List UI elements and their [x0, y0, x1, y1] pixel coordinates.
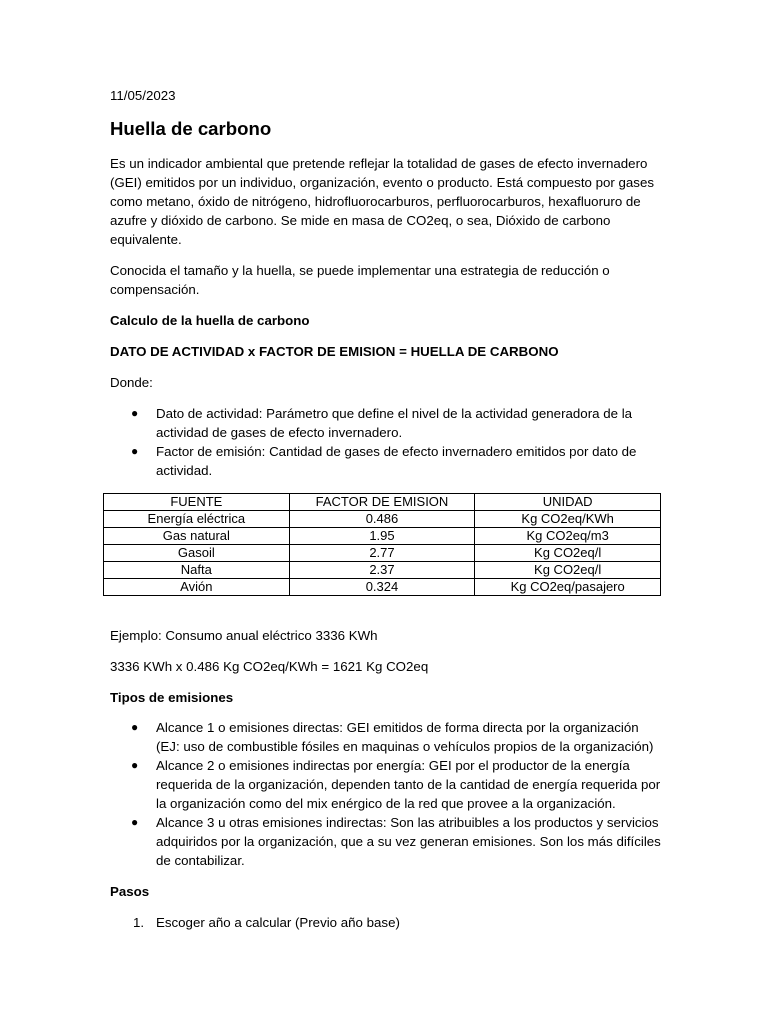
- list-item: ● Alcance 3 u otras emisiones indirectas: Son las atribuibles a los productos y servicios adquiridos por la organización, que a su vez generan emisiones. Son los más difíciles de contabilizar.: [131, 815, 661, 868]
- bullet-icon: ●: [131, 720, 139, 734]
- table-header-row: [104, 494, 661, 511]
- table-row: [104, 579, 661, 596]
- table-row: [104, 511, 661, 528]
- table-cell: 1.95: [289, 528, 475, 545]
- emission-types-list: [110, 718, 662, 870]
- table-cell: 2.77: [289, 545, 475, 562]
- list-item: 1. Escoger año a calcular (Previo año base): [133, 915, 400, 930]
- table-cell: 0.486: [289, 511, 475, 528]
- table-cell: Nafta: [104, 562, 290, 579]
- formula: DATO DE ACTIVIDAD x FACTOR DE EMISION = HUELLA DE CARBONO: [110, 344, 559, 359]
- bullet-icon: ●: [131, 406, 139, 420]
- document-date: 11/05/2023: [110, 88, 176, 103]
- list-item: ● Dato de actividad: Parámetro que define el nivel de la actividad generadora de la actividad de gases de efecto invernadero.: [131, 406, 633, 440]
- calc-heading: Calculo de la huella de carbono: [110, 313, 310, 328]
- table-cell: Gas natural: [104, 528, 290, 545]
- table-cell: 2.37: [289, 562, 475, 579]
- table-cell: Kg CO2eq/m3: [475, 528, 661, 545]
- pasos-heading: Pasos: [110, 884, 150, 899]
- bullet-icon: ●: [131, 815, 139, 829]
- table-cell: Kg CO2eq/l: [475, 545, 661, 562]
- table-row: [104, 562, 661, 579]
- strategy-paragraph: Conocida el tamaño y la huella, se puede implementar una estrategia de reducción o compensación.: [110, 263, 610, 297]
- table-cell: Avión: [104, 579, 290, 596]
- tipos-heading: Tipos de emisiones: [110, 690, 234, 705]
- table-cell: Energía eléctrica: [104, 511, 290, 528]
- table-cell: Kg CO2eq/pasajero: [475, 579, 661, 596]
- table-cell: Kg CO2eq/l: [475, 562, 661, 579]
- step-number: 1.: [133, 915, 145, 930]
- table-cell: Kg CO2eq/KWh: [475, 511, 661, 528]
- column-header: FACTOR DE EMISION: [289, 494, 475, 511]
- table-cell: Gasoil: [104, 545, 290, 562]
- table-row: [104, 528, 661, 545]
- definitions-list: [110, 404, 662, 480]
- list-item: ● Alcance 2 o emisiones indirectas por energía: GEI por el productor de la energía requerida de la organización, dependen tanto de la cantidad de energía requerida por la organización como del mix enérgico de la red que provee a la organización.: [131, 758, 661, 811]
- bullet-icon: ●: [131, 444, 139, 458]
- bullet-icon: ●: [131, 758, 139, 772]
- steps-list: [110, 913, 662, 932]
- table-row: [104, 545, 661, 562]
- example-line: Ejemplo: Consumo anual eléctrico 3336 KWh: [110, 628, 378, 643]
- page-title: Huella de carbono: [110, 118, 272, 139]
- list-item: ● Factor de emisión: Cantidad de gases de efecto invernadero emitidos por dato de actividad.: [131, 444, 637, 478]
- list-item: ● Alcance 1 o emisiones directas: GEI emitidos de forma directa por la organización (EJ: uso de combustible fósiles en maquinas o vehículos propios de la organización): [131, 720, 654, 754]
- column-header: UNIDAD: [475, 494, 661, 511]
- example-calculation: 3336 KWh x 0.486 Kg CO2eq/KWh = 1621 Kg CO2eq: [110, 659, 429, 674]
- emission-factors-table: [103, 493, 661, 596]
- column-header: FUENTE: [104, 494, 290, 511]
- donde-label: Donde:: [110, 375, 153, 390]
- table-cell: 0.324: [289, 579, 475, 596]
- intro-paragraph: Es un indicador ambiental que pretende reflejar la totalidad de gases de efecto invernadero (GEI) emitidos por un individuo, organización, evento o producto. Está compuesto por gases como metano, óxido de nitrógeno, hidrofluorocarburos, perfluorocarburos, hexafluoruro de azufre y dióxido de carbono. Se mide en masa de CO2eq, o sea, Dióxido de carbono equivalente.: [110, 156, 654, 247]
